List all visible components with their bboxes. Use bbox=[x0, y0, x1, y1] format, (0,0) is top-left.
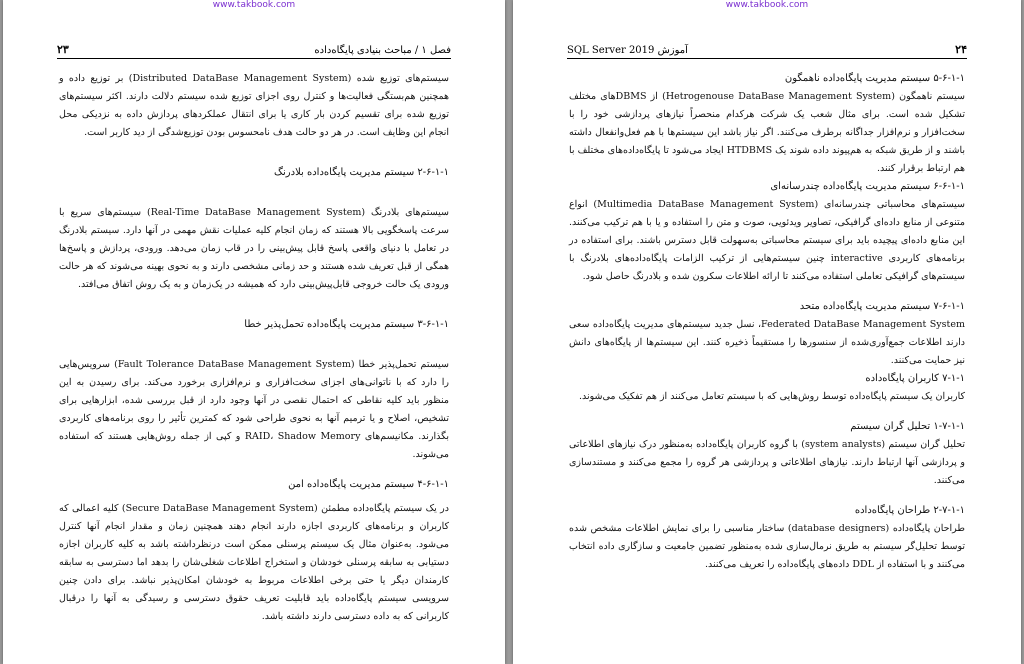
paragraph: Federated DataBase Management System، نسل جدید سیستم‌های مدیریت پایگاه‌داده سعی دارند اطلاعات جمع‌آوری‌شده از سنسورها را مستقیماً ذخیره کنند. این سیستم‌ها از پایگاه‌های دانش نیز حمایت می‌کنند. bbox=[569, 319, 965, 366]
paragraph: سیستم تحمل‌پذیر خطا (Fault Tolerance DataBase Management System) سرویس‌هایی را دارد که با ناتوانی‌های اجزای سخت‌افزاری و نرم‌افزاری برخورد می‌کند. برای رسیدن به این منظور باید کلیه نقاطی که احتمال نقصی در آنها وجود دارد از قبل بررسی شده، ابزارهایی برای تشخیص، اصلاح و یا ترمیم آنها به نحوی طراحی شود که کمترین تأثیر را روی برنامه‌های کاربردی بگذارند. مکانیسم‌های RAID، Shadow Memory و کپی از جمله روش‌هایی هستند که استفاده می‌شوند. bbox=[59, 359, 450, 460]
page-header bbox=[57, 42, 451, 59]
running-header: آموزش SQL Server 2019 bbox=[567, 45, 688, 56]
paragraph: سیستم ناهمگون (Hetrogenouse DataBase Management System) از DBMSهای مختلف تشکیل شده است. برای مثال شعب یک شرکت هرکدام منحصراً نیازهای پردازشی خود را با سخت‌افزار و نرم‌افزار جداگانه برطرف می‌کنند. اگر نیاز باشد این سیستم‌ها با هم فعل‌وانفعال داشته باشند و از طریق شبکه به هم‌پیوند داده شوند یک HTDBMS ایجاد می‌شود تا پایگاه‌داده‌های مختلف با هم ارتباط برقرار کنند. bbox=[569, 91, 965, 174]
section-heading: ۱-۷-۱-۱ تحلیل گران سیستم bbox=[850, 421, 965, 432]
section-heading: ۲-۷-۱-۱ طراحان پایگاه‌داده bbox=[854, 505, 965, 516]
section-heading: ۶-۶-۱-۱ سیستم مدیریت پایگاه‌داده چندرسانه‌ای bbox=[770, 181, 965, 192]
right-page bbox=[513, 0, 1021, 664]
section-heading: ۲-۶-۱-۱ سیستم مدیریت پایگاه‌داده بلادرنگ bbox=[274, 167, 449, 178]
page-header bbox=[567, 42, 967, 59]
watermark-url: www.takbook.com bbox=[725, 0, 809, 10]
section-heading: ۷-۶-۱-۱ سیستم مدیریت پایگاه‌داده متحد bbox=[799, 301, 965, 312]
paragraph: تحلیل گران سیستم (system analysts) با گروه کاربران پایگاه‌داده به‌منظور درک نیازهای اطلاعاتی و پردازشی آنها ارتباط دارند. نیازهای اطلاعاتی و پردازشی هر گروه را مجمع می‌کنند و مستندسازی می‌کنند. bbox=[569, 439, 966, 486]
paragraph: کاربران یک سیستم پایگاه‌داده توسط روش‌هایی که با سیستم تعامل می‌کنند از هم تفکیک می‌شوند. bbox=[578, 391, 965, 402]
section-heading: ۳-۶-۱-۱ سیستم مدیریت پایگاه‌داده تحمل‌پذیر خطا bbox=[244, 319, 449, 330]
running-header: فصل ۱ / مباحث بنیادی پایگاه‌داده bbox=[314, 45, 451, 56]
section-heading: ۷-۱-۱ کاربران پایگاه‌داده bbox=[865, 373, 965, 384]
section-heading: ۵-۶-۱-۱ سیستم مدیریت پایگاه‌داده ناهمگون bbox=[784, 73, 965, 84]
page-body bbox=[569, 70, 965, 574]
paragraph: سیستم‌های محاسباتی چندرسانه‌ای (Multimedia DataBase Management System) انواع متنوعی از منابع داده‌ای گرافیکی، تصاویر ویدئویی، صوت و متن را استفاده و یا با هم ترکیب می‌کنند. این منابع داده‌ای پیچیده باید برای سیستم محاسباتی به‌سهولت قابل دسترس باشند. برای استفاده در برنامه‌های کاربردی interactive چنین سیستم‌هایی از ترکیب الزامات پایگاه‌داده‌های بلادرنگ با سیستم‌های گرافیکی تعاملی استفاده می‌کنند تا ارائه اطلاعات سکرون شده و بلادرنگ حاصل شود. bbox=[569, 199, 965, 282]
section-heading: ۴-۶-۱-۱ سیستم مدیریت پایگاه‌داده امن bbox=[288, 479, 449, 490]
page-number: ۲۳ bbox=[57, 43, 69, 56]
paragraph: طراحان پایگاه‌داده (database designers) ساختار مناسبی را برای نمایش اطلاعات مشخص شده توسط تحلیل‌گر سیستم به طریق نرمال‌سازی شده به‌منظور تضمین جامعیت و سازگاری داده انتخاب می‌کنند و با استفاده از DDL داده‌های پایگاه‌داده را تعریف می‌کنند. bbox=[569, 523, 965, 570]
paragraph: سیستم‌های توزیع شده (Distributed DataBase Management System) بر توزیع داده و همچنین هم‌بستگی فعالیت‌ها و کنترل روی اجزای توزیع شده سیستم دلالت دارند. اکثر سیستم‌های توزیع شده برای تقسیم کردن بار کاری یا برای انتقال عملکردهای پردازش داده به نزدیکی محل انجام این وظایف است. در هر دو حالت هدف نامحسوس بودن توزیع‌شدگی از دید کاربر است. bbox=[59, 73, 449, 138]
paragraph: سیستم‌های بلادرنگ (Real-Time DataBase Management System) سیستم‌های سریع با سرعت پاسخگویی بالا هستند که زمان انجام کلیه عملیات نقش مهمی در آنها دارد. سیستم بلادرنگ در تعامل با دنیای واقعی پاسخ قابل پیش‌بینی را در قاب زمان می‌دهد. ورودی، پردازش و پاسخ‌ها همگی از قبل تعریف شده هستند و حد زمانی مشخصی دارند و به نحوی بهینه می‌شوند که هر حالت ورودی یک حالت خروجی قابل‌پیش‌بینی دارد که همیشه در یک‌زمان و به یک روش اتفاق می‌افتد. bbox=[59, 207, 449, 290]
page-number: ۲۴ bbox=[955, 43, 967, 56]
page-body bbox=[59, 70, 449, 626]
paragraph: در یک سیستم پایگاه‌داده مطمئن (Secure DataBase Management System) کلیه اعمالی که کاربران و برنامه‌های کاربردی اجازه دارند انجام دهند همچنین زمان و مقدار انجام آنها کنترل می‌شود. به‌عنوان مثال یک سیستم پرسنلی ممکن است درنظرداشته باشد به کلیه کاربران اجازه دستیابی به سابقه پرسنلی خودشان و استخراج اطلاعات شغلی‌شان را بدهد اما دسترسی به سابقه کارمندان دیگر یا حتی برخی اطلاعات مربوط به خودشان امکان‌پذیر نباشد. برای دادن چنین سرویسی سیستم پایگاه‌داده باید قابلیت تعریف حقوق دسترسی و رسیدگی به آنها را درقبال کاربرانی که به داده دسترسی دارند داشته باشد. bbox=[59, 503, 449, 622]
watermark-url: www.takbook.com bbox=[212, 0, 296, 10]
left-page bbox=[3, 0, 505, 664]
